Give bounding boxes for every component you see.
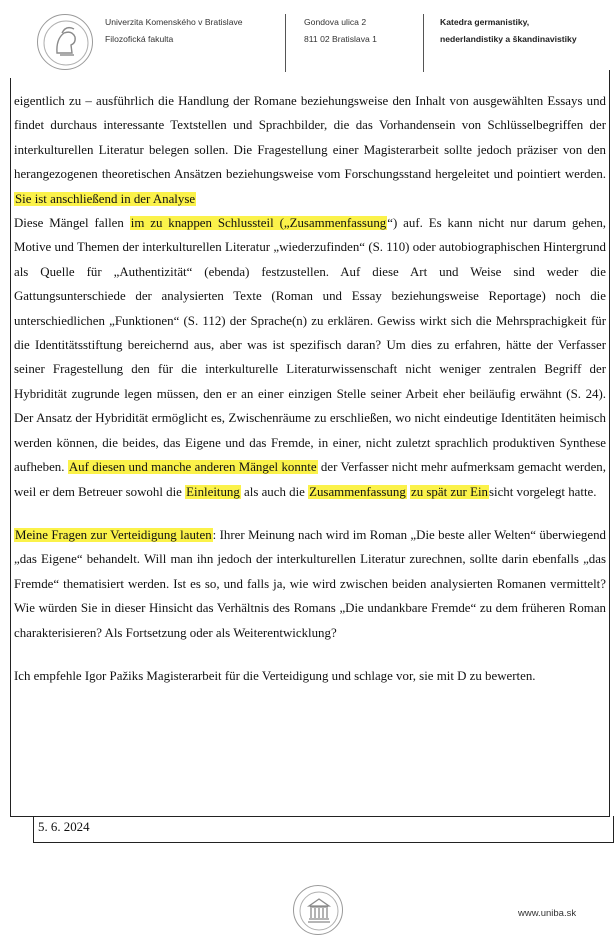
page-border-left — [10, 78, 11, 817]
paragraph-1 — [14, 89, 606, 211]
letterhead — [0, 0, 616, 82]
paragraph-3 — [14, 523, 606, 645]
text-run: der Verfasser nicht mehr aufmerksam gemacht werden, weil er dem Betreuer sowohl die — [14, 460, 606, 499]
university-info — [105, 14, 243, 48]
website-url: www.uniba.sk — [518, 908, 577, 919]
highlighted-text: Auf diesen und manche anderen Mängel konnte — [68, 460, 317, 475]
department — [440, 14, 577, 48]
text-run: eigentlich zu – ausführlich die Handlung der Romane beziehungsweise den Inhalt von ausgewählten Essays und findet durchaus interessante Textstellen und Sprachbilder, die das Vorhandensein von Schlüsselbegriffen der interkulturellen Literatur belegen sollen. Die Fragestellung einer Magisterarbeit sollte jedoch präziser von den herangezogenen theoretischen Ansätzen beziehungsweise vom Forschungsstand hergeleitet und pointiert werden. — [14, 94, 606, 182]
highlighted-text: zu spät zur Ein — [411, 484, 488, 499]
address — [304, 14, 377, 48]
review-body — [14, 89, 606, 688]
page-border-right — [609, 70, 610, 817]
text-run: sicht vorgelegt hatte. — [488, 484, 597, 499]
faculty-name: Filozofická fakulta — [105, 34, 174, 44]
highlighted-text: Sie ist anschließend in der Analyse — [15, 191, 196, 206]
highlighted-text: Einleitung — [186, 484, 240, 499]
highlighted-text: Zusammenfassung — [309, 484, 406, 499]
department-line-2: nederlandistiky a škandinavistiky — [440, 34, 577, 44]
text-run: als auch die — [240, 484, 309, 499]
address-city: 811 02 Bratislava 1 — [304, 34, 377, 44]
date: 5. 6. 2024 — [38, 820, 90, 834]
address-street: Gondova ulica 2 — [304, 17, 367, 27]
text-run: : Ihrer Meinung nach wird im Roman „Die beste aller Welten“ überwiegend „das Eigene“ behandelt. Will man ihn jedoch der interkulturellen Literatur zurechnen, sollte darin ebenfalls „das Fremde“ thematisiert werden. Ist es so, und falls ja, wie wird zwischen beiden analysierten Romanen vermittelt? Wie würden Sie in dieser Hinsicht das Verhältnis des Romans „Die undankbare Fremde“ zu dem früheren Roman charakterisieren? Als Fortsetzung oder als Weiterentwicklung? — [14, 527, 606, 640]
university-name: Univerzita Komenského v Bratislave — [105, 17, 243, 27]
text-run: “) auf. Es kann nicht nur darum gehen, Motive und Themen der interkulturellen Literatur „wiederzufinden“ (S. 110) oder autobiographischen Hintergrund als Quelle für „Authentizität“ (ebenda) festzustellen. Auf diese Art und Weise sind weder die Gattungsunterschiede der analysierten Texte (Roman und Essay beziehungsweise Reportage) noch die unterschiedlichen „Funktionen“ (S. 112) der Sprache(n) zu erklären. Gewiss wirkt sich die Mehrsprachigkeit für die Identitätsstiftung bereichernd aus, aber was ist spezifisch daran? Um dies zu erfahren, hätte der Verfasser seiner Fragestellung den für die interkulturelle Literaturwissenschaft nicht weniger zentralen Begriff der Hybridität zugrunde legen müssen, den er an einer einzigen Stelle seiner Arbeit eher beiläufig erwähnt (S. 24). Der Ansatz der Hybridität ermöglicht es, Zwischenräume zu erschließen, wo nicht eindeutige Identitäten heimisch werden können, die beides, das Eigene und das Fremde, in einer, nicht zuletzt sprachlich produktiven Synthese aufheben. — [14, 216, 606, 475]
footer-seal-icon — [293, 885, 343, 935]
department-line-1: Katedra germanistiky, — [440, 17, 530, 27]
date-box — [33, 816, 614, 843]
highlighted-text: im zu knappen Schlussteil („Zusammenfassung — [130, 216, 387, 231]
text-run: Diese Mängel fallen — [14, 216, 130, 231]
paragraph-4: Ich empfehle Igor Pažiks Magisterarbeit für die Verteidigung und schlage vor, sie mit D zu bewerten. — [14, 668, 536, 683]
header-divider — [423, 14, 424, 72]
highlighted-text: Meine Fragen zur Verteidigung lauten — [15, 527, 212, 542]
university-seal-icon — [37, 14, 93, 70]
header-divider — [285, 14, 286, 72]
paragraph-2 — [14, 211, 606, 504]
